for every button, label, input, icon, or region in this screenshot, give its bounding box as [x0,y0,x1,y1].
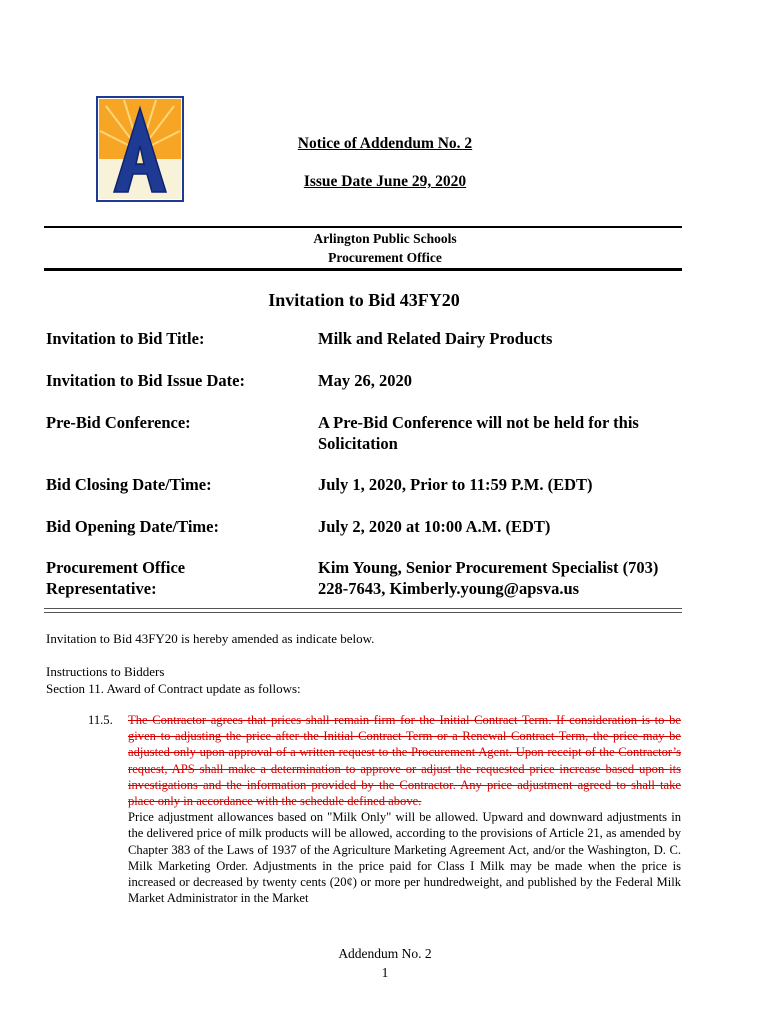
org-name: Arlington Public Schools [313,231,457,246]
footer-addendum: Addendum No. 2 [338,946,432,961]
divider-top [44,226,682,228]
detail-value: A Pre-Bid Conference will not be held for this Solicitation [318,413,639,453]
detail-label: Procurement Office Representative: [46,558,186,598]
detail-value: Kim Young, Senior Procurement Specialist (703) 228-7643, Kimberly.young@apsva.us [318,558,659,598]
detail-label: Bid Closing Date/Time: [46,475,212,494]
page-number: 1 [381,965,389,980]
clause-body [128,712,681,906]
itb-title: Invitation to Bid 43FY20 [268,290,460,310]
notice-title: Notice of Addendum No. 2 [297,135,473,152]
detail-label: Invitation to Bid Title: [46,329,205,348]
detail-value: May 26, 2020 [318,371,412,390]
detail-value: Milk and Related Dairy Products [318,329,553,348]
detail-label: Bid Opening Date/Time: [46,517,219,536]
aps-logo [96,96,184,202]
section-heading: Section 11. Award of Contract update as follows: [46,681,301,696]
new-clause-text: Price adjustment allowances based on "Milk Only" will be allowed. Upward and downward adjustments in the delivered price of milk products will be allowed, according to the provisions of Article 21, as amended by Chapter 383 of the Laws of 1937 of the Agriculture Marketing Agreement Act, and/or the Washington, D. C. Milk Marketing Order. Adjustments in the price paid for Class I Milk may be made when the price is increased or decreased by twenty cents (20¢) or more per hundredweight, and published by the Federal Milk Market Administrator in the Market [128,810,681,906]
detail-label: Pre-Bid Conference: [46,413,191,432]
clause-number: 11.5. [88,713,113,727]
issue-date: Issue Date June 29, 2020 [303,173,467,190]
detail-value: July 1, 2020, Prior to 11:59 P.M. (EDT) [318,475,593,494]
detail-value: July 2, 2020 at 10:00 A.M. (EDT) [318,517,551,536]
divider-bottom [44,268,682,271]
intro-text: Invitation to Bid 43FY20 is hereby amended as indicate below. [46,631,375,646]
org-office: Procurement Office [328,250,442,265]
detail-label: Invitation to Bid Issue Date: [46,371,245,390]
struck-clause-text: The Contractor agrees that prices shall remain firm for the Initial Contract Term. If consideration is to be given to adjusting the price after the Initial Contract Term or a Renewal Contract Term, the price may be adjusted only upon approval of a written request to the Procurement Agent. Upon receipt of the Contractor’s request, APS shall make a determination to approve or adjust the requested price increase based upon its investigations and the information provided by the Contractor. Any price adjustment agreed to shall take place only in accordance with the schedule defined above. [128,713,681,809]
instructions-heading: Instructions to Bidders [46,664,165,679]
divider-details-1 [44,608,682,609]
divider-details-2 [44,612,682,613]
